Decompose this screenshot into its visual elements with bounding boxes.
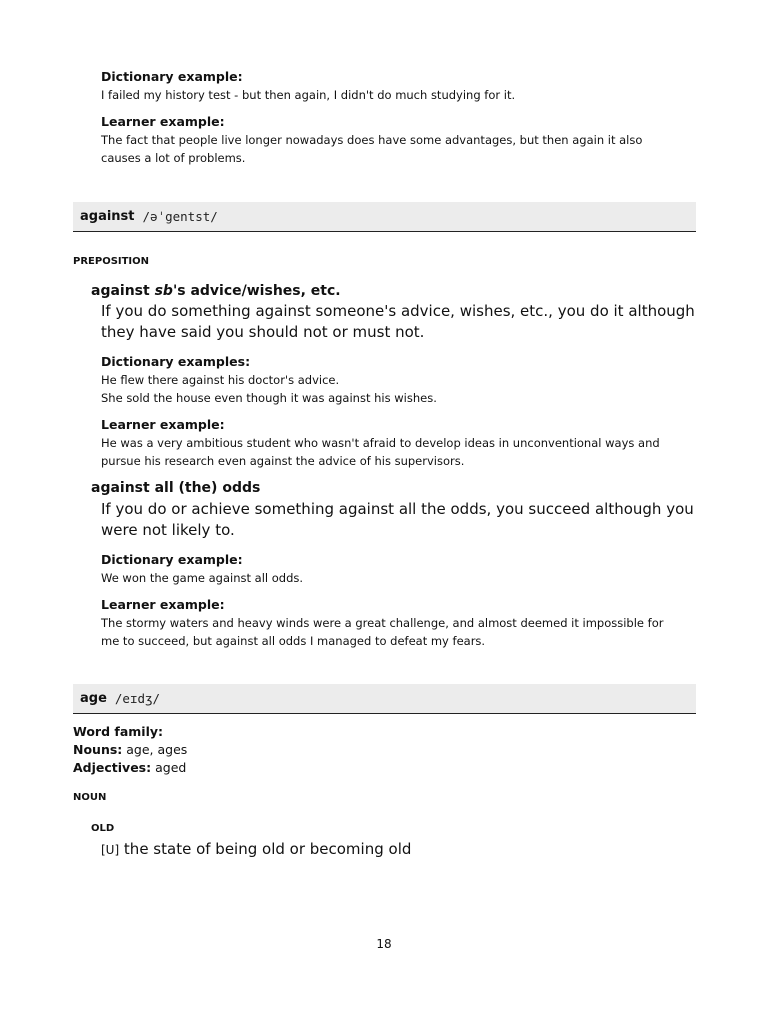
dictionary-example-line: She sold the house even though it was against his wishes. (101, 391, 437, 405)
dictionary-example-label: Dictionary example: (101, 69, 243, 84)
word-family (73, 723, 187, 777)
dictionary-example (101, 551, 701, 587)
learner-example (101, 416, 701, 470)
learner-example-label: Learner example: (101, 114, 225, 129)
sense-title: against sb's advice/wishes, etc. (91, 283, 341, 299)
dictionary-example-line: He flew there against his doctor's advice. (101, 373, 340, 387)
nouns-value: age, ages (122, 742, 188, 757)
page-number: 18 (376, 937, 392, 951)
nouns-label: Nouns: (73, 742, 123, 757)
learner-example-line: me to succeed, but against all odds I managed to defeat my fears. (101, 634, 486, 648)
definition: If you do or achieve something against all the odds, you succeed although you were not likely to. (101, 500, 694, 539)
part-of-speech: PREPOSITION (73, 256, 150, 267)
entry-header-against (73, 202, 696, 232)
dictionary-example-line: We won the game against all odds. (101, 571, 304, 585)
sense-title-italic: sb (154, 283, 173, 299)
pronunciation: /eɪdʒ/ (114, 691, 161, 706)
learner-example-label: Learner example: (101, 417, 225, 432)
pronunciation: /əˈgentst/ (142, 209, 218, 224)
entry-header-age (73, 684, 696, 714)
dictionary-examples (101, 353, 701, 407)
dictionary-examples-label: Dictionary examples: (101, 354, 251, 369)
word-family-label: Word family: (73, 724, 164, 739)
learner-example-label: Learner example: (101, 597, 225, 612)
adjectives-value: aged (151, 760, 187, 775)
definition: If you do something against someone's advice, wishes, etc., you do it although they have said you should not or must not. (101, 302, 695, 341)
definition (101, 839, 701, 861)
part-of-speech: NOUN (73, 792, 107, 803)
dictionary-example-line: I failed my history test - but then again, I didn't do much studying for it. (101, 88, 516, 102)
learner-example-line: causes a lot of problems. (101, 151, 246, 165)
adjectives-label: Adjectives: (73, 760, 152, 775)
grammar-code: [U] (101, 843, 120, 857)
learner-example-line: The stormy waters and heavy winds were a great challenge, and almost deemed it impossible for (101, 616, 664, 630)
dictionary-example-label: Dictionary example: (101, 552, 243, 567)
headword: age (80, 691, 107, 706)
sense-title: against all (the) odds (91, 480, 261, 496)
learner-example (101, 596, 701, 650)
top-dictionary-example (101, 68, 701, 104)
learner-example-line: pursue his research even against the advice of his supervisors. (101, 454, 465, 468)
top-learner-example (101, 113, 701, 167)
guideword: OLD (91, 823, 115, 834)
learner-example-line: The fact that people live longer nowadays does have some advantages, but then again it also (101, 133, 643, 147)
headword: against (80, 209, 135, 224)
learner-example-line: He was a very ambitious student who wasn't afraid to develop ideas in unconventional ways and (101, 436, 660, 450)
definition-text: the state of being old or becoming old (119, 840, 412, 858)
